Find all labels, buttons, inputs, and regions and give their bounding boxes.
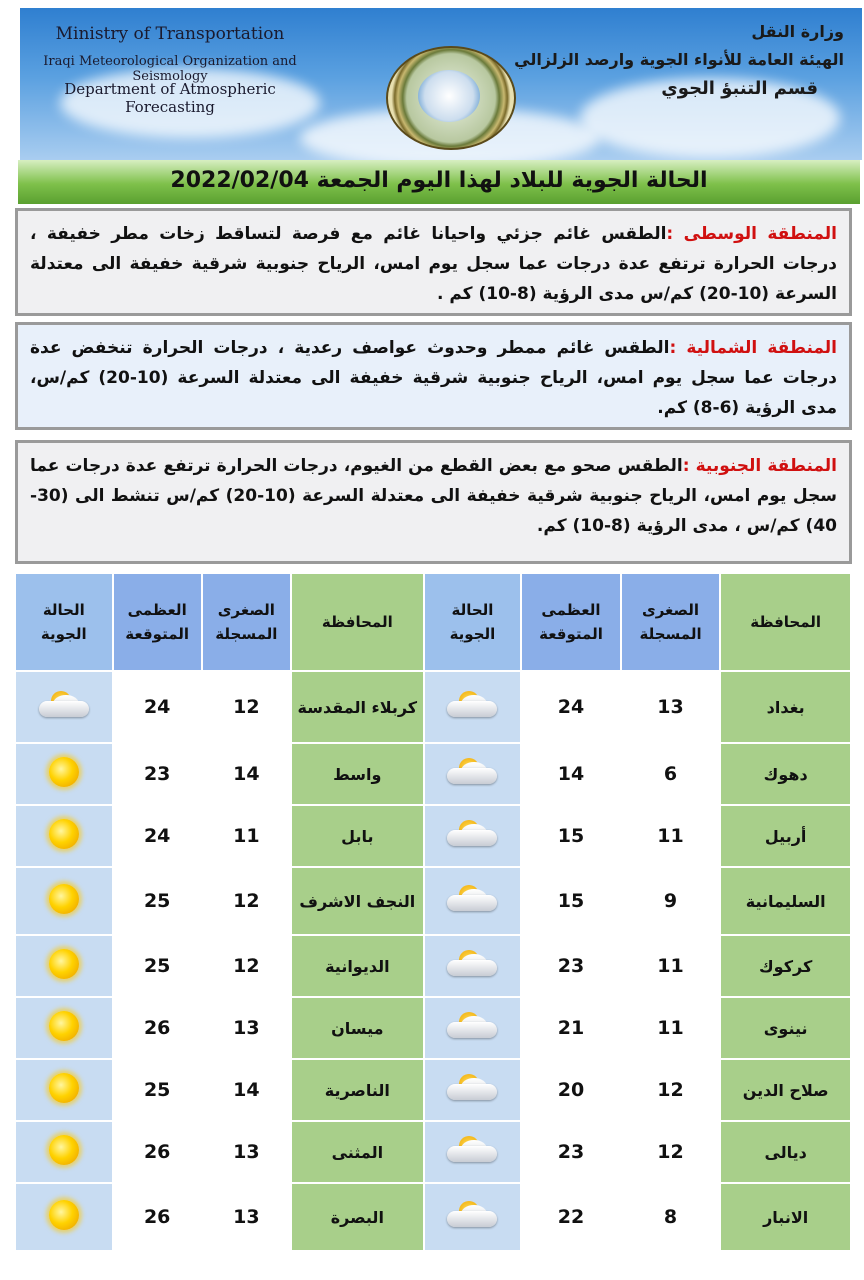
region-name: المنطقة الجنوبية : [682,456,838,476]
province-name: النجف الاشرف [291,867,424,935]
max-temp: 24 [113,805,202,867]
max-temp: 15 [521,867,621,935]
partly-cloudy-icon [445,1134,499,1166]
col-header-condition: الحالة الجوية [424,573,521,671]
table-row [15,997,851,1059]
min-temp: 9 [621,867,721,935]
min-temp: 13 [621,671,721,743]
max-temp: 25 [113,867,202,935]
table-row [15,1121,851,1183]
min-temp: 14 [202,743,291,805]
header-banner [20,8,862,160]
province-name: دهوك [720,743,851,805]
department-name-ar: قسم التنبؤ الجوي [661,78,818,99]
condition-cell [424,805,521,867]
condition-cell [15,867,113,935]
condition-cell [15,1059,113,1121]
sun-icon [49,1200,79,1230]
max-temp: 23 [521,935,621,997]
min-temp: 8 [621,1183,721,1251]
min-temp: 12 [202,935,291,997]
condition-cell [424,1059,521,1121]
table-row [15,671,851,743]
min-temp: 12 [202,671,291,743]
table-row [15,867,851,935]
condition-cell [424,867,521,935]
region-text: الطقس غائم جزئي واحيانا غائم مع فرصة لتساقط زخات مطر خفيفة ، درجات الحرارة ترتفع عدة درجات عما سجل يوم امس، الرياح جنوبية شرقية خفيفة الى معتدلة السرعة (10-20) كم/س مدى الرؤية (8-10) كم . [30,224,837,304]
organization-logo [386,46,516,150]
col-header-min: الصغرى المسجلة [621,573,721,671]
col-header-province: المحافظة [291,573,424,671]
min-temp: 13 [202,997,291,1059]
province-name: بغداد [720,671,851,743]
max-temp: 26 [113,997,202,1059]
title-bar [18,160,860,204]
province-name: المثنى [291,1121,424,1183]
province-name: كربلاء المقدسة [291,671,424,743]
min-temp: 13 [202,1121,291,1183]
condition-cell [15,1183,113,1251]
condition-cell [424,935,521,997]
condition-cell [424,997,521,1059]
max-temp: 26 [113,1183,202,1251]
condition-cell [424,743,521,805]
condition-cell [15,805,113,867]
min-temp: 6 [621,743,721,805]
condition-cell [424,1183,521,1251]
condition-cell [15,671,113,743]
table-row [15,935,851,997]
region-text: الطقس صحو مع بعض القطع من الغيوم، درجات الحرارة ترتفع عدة درجات عما سجل يوم امس، الرياح جنوبية شرقية خفيفة الى معتدلة السرعة (10-20) كم/س تنشط الى (30-40) كم/س ، مدى الرؤية (8-10) كم. [30,456,837,536]
province-name: نينوى [720,997,851,1059]
table-row [15,743,851,805]
sun-icon [49,1011,79,1041]
province-name: كركوك [720,935,851,997]
sun-icon [49,1135,79,1165]
condition-cell [424,1121,521,1183]
table-header-row [15,573,851,671]
condition-cell [15,997,113,1059]
col-header-max: العظمى المتوقعة [521,573,621,671]
col-header-condition: الحالة الجوية [15,573,113,671]
partly-cloudy-icon [37,689,91,721]
province-name: أربيل [720,805,851,867]
region-central [15,208,852,316]
sun-icon [49,819,79,849]
ministry-name-ar: وزارة النقل [751,22,844,41]
col-header-province: المحافظة [720,573,851,671]
sun-icon [49,949,79,979]
organization-name-ar: الهيئة العامة للأنواء الجوية وارصد الزلزالي [514,50,844,69]
province-name: صلاح الدين [720,1059,851,1121]
max-temp: 20 [521,1059,621,1121]
condition-cell [15,935,113,997]
region-name: المنطقة الشمالية : [669,338,837,358]
min-temp: 11 [621,997,721,1059]
province-name: ميسان [291,997,424,1059]
partly-cloudy-icon [445,948,499,980]
col-header-max: العظمى المتوقعة [113,573,202,671]
max-temp: 22 [521,1183,621,1251]
partly-cloudy-icon [445,1010,499,1042]
min-temp: 14 [202,1059,291,1121]
max-temp: 15 [521,805,621,867]
min-temp: 12 [202,867,291,935]
max-temp: 14 [521,743,621,805]
max-temp: 26 [113,1121,202,1183]
col-header-min: الصغرى المسجلة [202,573,291,671]
table-row [15,805,851,867]
province-name: واسط [291,743,424,805]
partly-cloudy-icon [445,689,499,721]
weather-table [14,572,852,1252]
partly-cloudy-icon [445,883,499,915]
sun-icon [49,1073,79,1103]
sun-icon [49,884,79,914]
max-temp: 25 [113,1059,202,1121]
province-name: الديوانية [291,935,424,997]
region-text: الطقس غائم ممطر وحدوث عواصف رعدية ، درجات الحرارة تنخفض عدة درجات عما سجل يوم امس، الرياح جنوبية شرقية خفيفة الى معتدلة السرعة (10-20) كم/س، مدى الرؤية (6-8) كم. [30,338,837,418]
partly-cloudy-icon [445,756,499,788]
min-temp: 11 [202,805,291,867]
max-temp: 21 [521,997,621,1059]
partly-cloudy-icon [445,818,499,850]
partly-cloudy-icon [445,1199,499,1231]
condition-cell [15,1121,113,1183]
province-name: البصرة [291,1183,424,1251]
min-temp: 11 [621,935,721,997]
province-name: الناصرية [291,1059,424,1121]
max-temp: 23 [521,1121,621,1183]
table-row [15,1183,851,1251]
region-south [15,440,852,564]
province-name: بابل [291,805,424,867]
max-temp: 23 [113,743,202,805]
logo-emblem-icon [418,70,480,122]
province-name: ديالى [720,1121,851,1183]
sun-icon [49,757,79,787]
max-temp: 24 [113,671,202,743]
min-temp: 13 [202,1183,291,1251]
min-temp: 12 [621,1121,721,1183]
province-name: الانبار [720,1183,851,1251]
max-temp: 24 [521,671,621,743]
condition-cell [424,671,521,743]
province-name: السليمانية [720,867,851,935]
department-name-en: Department of Atmospheric Forecasting [64,80,276,116]
page-title: الحالة الجوية للبلاد لهذا اليوم الجمعة 2022/02/04 [170,168,708,193]
min-temp: 12 [621,1059,721,1121]
region-name: المنطقة الوسطى : [666,224,837,244]
organization-name-en: Iraqi Meteorological Organization and Seismology [43,54,297,84]
ministry-name-en: Ministry of Transportation [55,24,285,44]
table-row [15,1059,851,1121]
condition-cell [15,743,113,805]
min-temp: 11 [621,805,721,867]
max-temp: 25 [113,935,202,997]
region-north [15,322,852,430]
partly-cloudy-icon [445,1072,499,1104]
